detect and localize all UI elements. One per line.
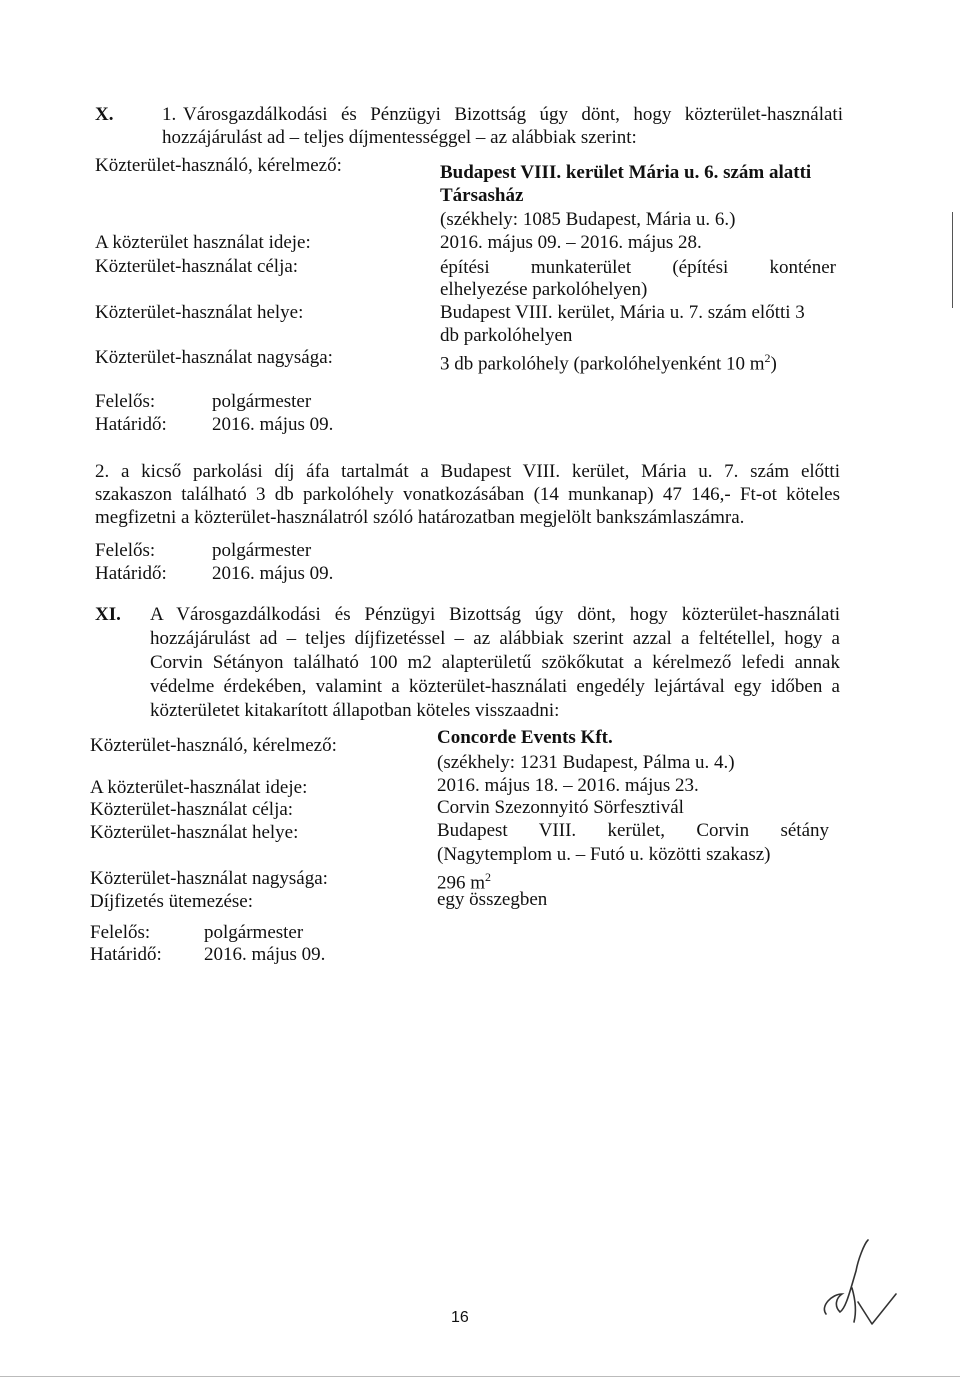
xi-payment-label: Díjfizetés ütemezése: — [90, 891, 254, 912]
item-2-line-3: megfizetni a közterület-használatról szóló határozatban megjelölt bankszámlaszámra. — [95, 507, 745, 528]
scan-bottom-edge — [0, 1376, 960, 1377]
signature-initials — [812, 1236, 902, 1326]
use-purpose-value: építési munkaterület (építési konténer — [440, 257, 836, 278]
xi-place-value: Budapest VIII. kerület, Corvin sétány — [437, 820, 829, 841]
use-place-value: Budapest VIII. kerület, Mária u. 7. szám előtti 3 — [440, 302, 805, 323]
deadline-label: Határidő: — [95, 414, 167, 435]
section-xi-number: XI. — [95, 604, 121, 625]
use-purpose-label: Közterület-használat célja: — [95, 256, 299, 277]
section-xi-para-3: Corvin Sétányon található 100 m2 alapterületű szökőkutat a kérelmező lefedi annak — [150, 652, 840, 673]
applicant-value-2: Társasház — [440, 185, 524, 206]
xi-responsible-value: polgármester — [204, 922, 304, 943]
xi-deadline-value: 2016. május 09. — [204, 944, 326, 965]
deadline-2-label: Határidő: — [95, 563, 167, 584]
section-xi-para-5: közterületet kitakarított állapotban köteles visszaadni: — [150, 700, 560, 721]
item-2-line-2: szakaszon található 3 db parkolóhely vonatkozásában (14 munkanap) 47 146,- Ft-ot köteles — [95, 484, 840, 505]
use-place-label: Közterület-használat helye: — [95, 302, 304, 323]
use-size-value: 3 db parkolóhely (parkolóhelyenként 10 $m^2$) — [440, 351, 777, 375]
use-place-value-2: db parkolóhelyen — [440, 325, 573, 346]
use-purpose-value-2: elhelyezése parkolóhelyen) — [440, 279, 648, 300]
xi-time-label: A közterület-használat ideje: — [90, 777, 308, 798]
item-2-line-1: 2. a kicső parkolási díj áfa tartalmát a Budapest VIII. kerület, Mária u. 7. szám előtti — [95, 461, 840, 482]
xi-responsible-label: Felelős: — [90, 922, 151, 943]
item-1-line-1: Városgazdálkodási és Pénzügyi Bizottság úgy dönt, hogy közterület-használati — [183, 104, 843, 125]
use-time-value: 2016. május 09. – 2016. május 28. — [440, 232, 702, 253]
use-time-label: A közterület használat ideje: — [95, 232, 311, 253]
xi-applicant-value: Concorde Events Kft. — [437, 727, 613, 748]
item-1-number: 1. — [162, 104, 177, 125]
xi-purpose-value: Corvin Szezonnyitó Sörfesztivál — [437, 797, 684, 818]
deadline-2-value: 2016. május 09. — [212, 563, 334, 584]
applicant-label: Közterület-használó, kérelmező: — [95, 155, 342, 176]
xi-applicant-label: Közterület-használó, kérelmező: — [90, 735, 337, 756]
section-xi-para-1: A Városgazdálkodási és Pénzügyi Bizottság úgy dönt, hogy közterület-használati — [150, 604, 840, 625]
section-xi-para-4: védelme érdekében, valamint a közterület-használati engedély lejártával egy időben a — [150, 676, 840, 697]
item-1-line-2: hozzájárulást ad – teljes díjmentességgel – az alábbiak szerint: — [162, 127, 637, 148]
page-number: 16 — [451, 1309, 469, 1326]
section-x-number: X. — [95, 104, 114, 125]
applicant-seat: (székhely: 1085 Budapest, Mária u. 6.) — [440, 209, 736, 230]
xi-place-value-2: (Nagytemplom u. – Futó u. közötti szakasz) — [437, 844, 771, 865]
xi-payment-value: egy összegben — [437, 889, 548, 910]
xi-size-label: Közterület-használat nagysága: — [90, 868, 328, 889]
xi-applicant-seat: (székhely: 1231 Budapest, Pálma u. 4.) — [437, 752, 735, 773]
deadline-value: 2016. május 09. — [212, 414, 334, 435]
xi-size-value: 296 $m^2$ — [437, 870, 492, 894]
responsible-value: polgármester — [212, 391, 312, 412]
scan-edge-mark — [952, 212, 953, 308]
xi-purpose-label: Közterület-használat célja: — [90, 799, 294, 820]
responsible-label: Felelős: — [95, 391, 156, 412]
xi-time-value: 2016. május 18. – 2016. május 23. — [437, 775, 699, 796]
applicant-value: Budapest VIII. kerület Mária u. 6. szám alatti — [440, 162, 812, 183]
use-size-label: Közterület-használat nagysága: — [95, 347, 333, 368]
section-xi-para-2: hozzájárulást ad – teljes díjfizetéssel – az alábbiak szerint azzal a feltétellel, hogy a — [150, 628, 840, 649]
responsible-2-value: polgármester — [212, 540, 312, 561]
responsible-2-label: Felelős: — [95, 540, 156, 561]
xi-place-label: Közterület-használat helye: — [90, 822, 299, 843]
xi-deadline-label: Határidő: — [90, 944, 162, 965]
